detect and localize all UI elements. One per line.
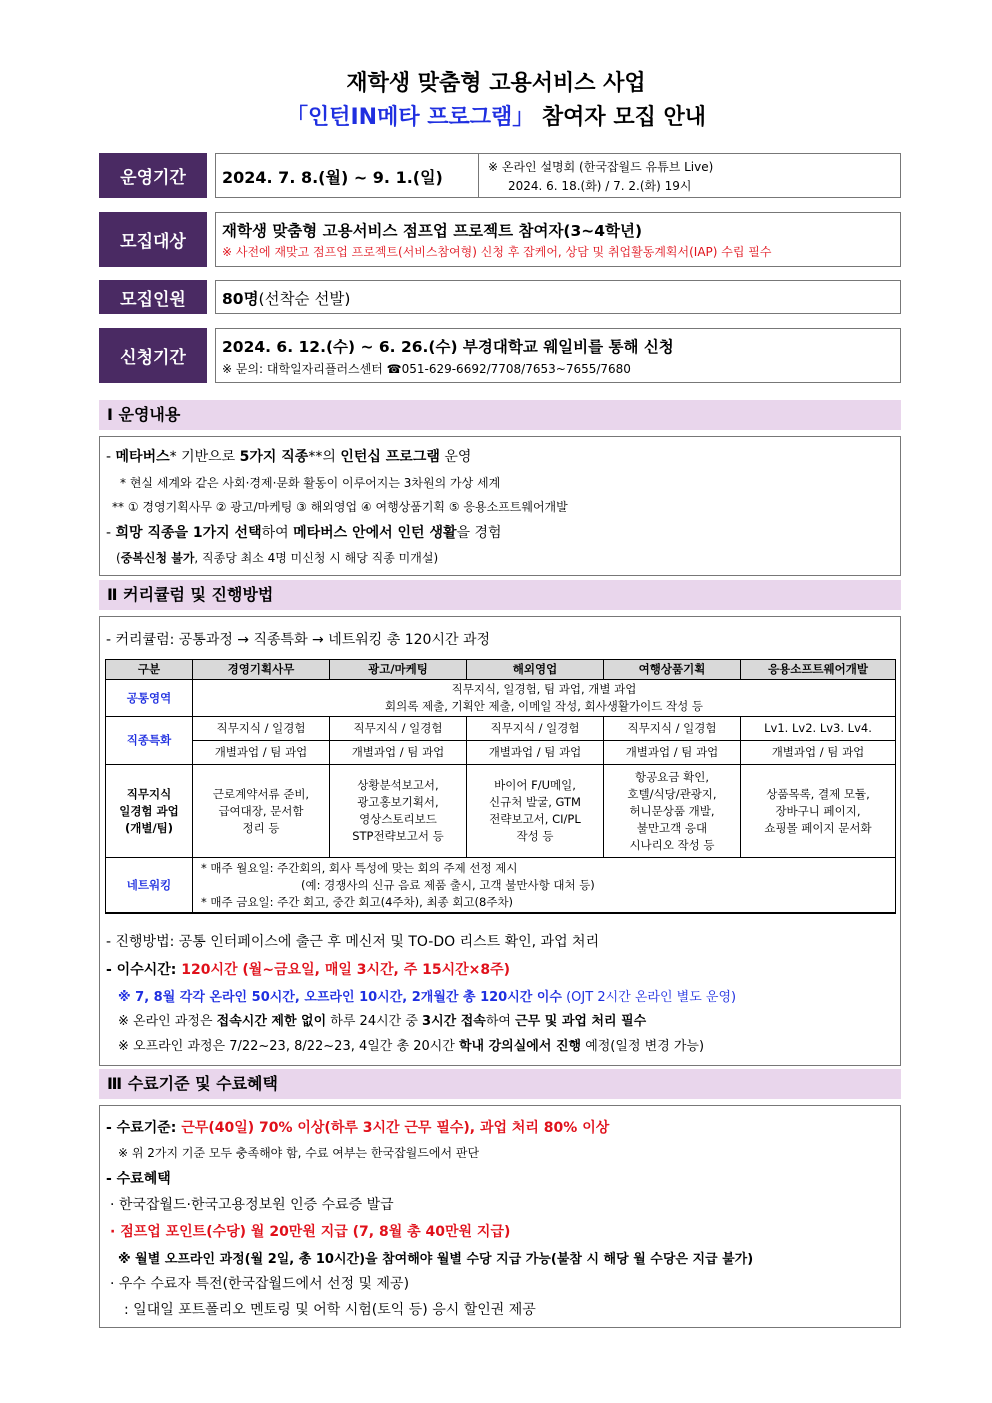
table-header: 여행상품기획 xyxy=(604,660,741,680)
table-header: 경영기획사무 xyxy=(193,660,330,680)
s2-note-3: ※ 오프라인 과정은 7/22~23, 8/22~23, 4일간 총 20시간 학내 강의실에서 진행 예정(일정 변경 가능) xyxy=(118,1039,705,1054)
task-cell-travel: 항공요금 확인, 호텔/식당/관광지, 허니문상품 개발, 불만고객 응대 시나리오 작성 등 xyxy=(604,765,741,858)
table-cell: 직무지식 / 일경험 xyxy=(193,717,330,741)
table-cell: 개별과업 / 팀 과업 xyxy=(193,741,330,765)
title-suffix: 참여자 모집 안내 xyxy=(534,105,707,130)
section-3-title: Ⅲ 수료기준 및 수료혜택 xyxy=(99,1069,901,1099)
s1-line-1: - 메타버스* 기반으로 5가지 직종**의 인턴십 프로그램 운영 xyxy=(106,449,472,465)
table-header: 응용소프트웨어개발 xyxy=(741,660,896,680)
table-cell: 직무지식 / 일경험 xyxy=(330,717,467,741)
target-note: ※ 사전에 재맞고 점프업 프로젝트(서비스참여형) 신청 후 잡케어, 상담 및 취업활동계획서(IAP) 수립 필수 xyxy=(222,245,772,259)
target-value-box xyxy=(215,212,901,267)
table-header: 해외영업 xyxy=(467,660,604,680)
s2-intro: - 커리큘럼: 공통과정 → 직종특화 → 네트워킹 총 120시간 과정 xyxy=(106,632,491,648)
target-value: 재학생 맞춤형 고용서비스 점프업 프로젝트 참여자(3~4학년) xyxy=(222,222,643,240)
table-cell: Lv1. Lv2. Lv3. Lv4. xyxy=(741,717,896,741)
network-content: * 매주 월요일: 주간회의, 회사 특성에 맞는 회의 주제 선정 제시 (예: 경쟁사의 신규 음료 제품 출시, 고객 불만사항 대처 등) * 매주 금요일: 주간 회고, 중간 회고(4주차), 최종 회고(8주차) xyxy=(193,858,896,914)
task-cell-mgmt: 근로계약서류 준비, 급여대장, 문서함 정리 등 xyxy=(193,765,330,858)
apply-value: 2024. 6. 12.(수) ~ 6. 26.(수) 부경대학교 웨일비를 통해 신청 xyxy=(222,338,674,356)
section-2-title: Ⅱ 커리큘럼 및 진행방법 xyxy=(99,580,901,610)
count-value: 80명(선착순 선발) xyxy=(222,290,351,308)
s3-criteria-note: ※ 위 2가지 기준 모두 충족해야 함, 수료 여부는 한국잡월드에서 판단 xyxy=(118,1146,480,1160)
document-title-line1: 재학생 맞춤형 고용서비스 사업 xyxy=(346,71,646,96)
s1-line-2: * 현실 세계와 같은 사회·경제·문화 활동이 이루어지는 3차원의 가상 세계 xyxy=(120,476,501,490)
s3-benefit-3: · 우수 수료자 특전(한국잡월드에서 선정 및 제공) xyxy=(110,1276,410,1292)
table-cell: 개별과업 / 팀 과업 xyxy=(330,741,467,765)
common-content: 직무지식, 일경험, 팀 과업, 개별 과업 회의록 제출, 기획안 제출, 이메일 작성, 회사생활가이드 작성 등 xyxy=(193,680,896,717)
table-cell: 개별과업 / 팀 과업 xyxy=(604,741,741,765)
s3-benefit-3-detail: : 일대일 포트폴리오 멘토링 및 어학 시험(토익 등) 응시 할인권 제공 xyxy=(124,1302,536,1318)
s2-method: - 진행방법: 공통 인터페이스에 출근 후 메신저 및 TO-DO 리스트 확인, 과업 처리 xyxy=(106,934,600,950)
count-value-box xyxy=(215,280,901,314)
row-label-tasks: 직무지식 일경험 과업 (개별/팀) xyxy=(106,765,193,858)
s3-benefit-2-note: ※ 월별 오프라인 과정(월 2일, 총 10시간)을 참여해야 월별 수당 지급 가능(불참 시 해당 월 수당은 지급 불가) xyxy=(118,1252,754,1267)
table-cell: 직무지식 / 일경험 xyxy=(604,717,741,741)
program-name: 「인턴IN메타 프로그램」 xyxy=(285,105,535,130)
s2-hours: - 이수시간: 120시간 (월~금요일, 매일 3시간, 주 15시간×8주) xyxy=(106,962,511,978)
s1-line-5: (중복신청 불가, 직종당 최소 4명 미신청 시 해당 직종 미개설) xyxy=(116,551,439,565)
table-cell: 개별과업 / 팀 과업 xyxy=(741,741,896,765)
info-row-period xyxy=(99,153,901,198)
info-row-target xyxy=(99,212,901,267)
s1-line-4: - 희망 직종을 1가지 선택하여 메타버스 안에서 인턴 생활을 경험 xyxy=(106,525,502,541)
apply-value-box xyxy=(215,328,901,383)
info-row-count xyxy=(99,280,901,314)
period-label: 운영기간 xyxy=(99,153,207,198)
table-header: 구분 xyxy=(106,660,193,680)
s1-line-3: ** ① 경영기획사무 ② 광고/마케팅 ③ 해외영업 ④ 여행상품기획 ⑤ 응용소프트웨어개발 xyxy=(112,500,568,514)
s2-note-1: ※ 7, 8월 각각 온라인 50시간, 오프라인 10시간, 2개월간 총 120시간 이수 (OJT 2시간 온라인 별도 운영) xyxy=(118,990,737,1005)
info-row-apply xyxy=(99,328,901,383)
task-cell-software: 상품목록, 결제 모듈, 장바구니 페이지, 쇼핑몰 페이지 문서화 xyxy=(741,765,896,858)
target-label: 모집대상 xyxy=(99,212,207,267)
curriculum-table xyxy=(105,659,896,914)
section-1-body xyxy=(99,436,901,576)
row-label-special: 직종특화 xyxy=(106,717,193,765)
period-value-box xyxy=(215,153,901,198)
s3-benefit-label: - 수료혜택 xyxy=(106,1171,171,1187)
s3-benefit-2: · 점프업 포인트(수당) 월 20만원 지급 (7, 8월 총 40만원 지급) xyxy=(110,1224,511,1240)
section-2-body xyxy=(99,616,901,1066)
s3-criteria: - 수료기준: 근무(40일) 70% 이상(하루 3시간 근무 필수), 과업 처리 80% 이상 xyxy=(106,1120,610,1136)
section-1-title: Ⅰ 운영내용 xyxy=(99,400,901,430)
task-cell-marketing: 상황분석보고서, 광고홍보기획서, 영상스토리보드 STP전략보고서 등 xyxy=(330,765,467,858)
section-3-body xyxy=(99,1105,901,1328)
period-value: 2024. 7. 8.(월) ~ 9. 1.(일) xyxy=(222,168,443,187)
period-note-2: 2024. 6. 18.(화) / 7. 2.(화) 19시 xyxy=(508,179,692,193)
apply-note: ※ 문의: 대학일자리플러스센터 ☎051-629-6692/7708/7653~7655/7680 xyxy=(222,362,631,376)
table-cell: 직무지식 / 일경험 xyxy=(467,717,604,741)
count-label: 모집인원 xyxy=(99,280,207,314)
document-title-line2 xyxy=(0,100,992,131)
period-note-1: ※ 온라인 설명회 (한국잡월드 유튜브 Live) xyxy=(488,160,714,174)
s2-note-2: ※ 온라인 과정은 접속시간 제한 없이 하루 24시간 중 3시간 접속하여 근무 및 과업 처리 필수 xyxy=(118,1014,647,1029)
row-label-common: 공통영역 xyxy=(106,680,193,717)
task-cell-sales: 바이어 F/U메일, 신규처 발굴, GTM 전략보고서, CI/PL 작성 등 xyxy=(467,765,604,858)
row-label-network: 네트워킹 xyxy=(106,858,193,914)
s3-benefit-1: · 한국잡월드·한국고용정보원 인증 수료증 발급 xyxy=(110,1197,394,1213)
apply-label: 신청기간 xyxy=(99,328,207,383)
table-cell: 개별과업 / 팀 과업 xyxy=(467,741,604,765)
table-header: 광고/마케팅 xyxy=(330,660,467,680)
